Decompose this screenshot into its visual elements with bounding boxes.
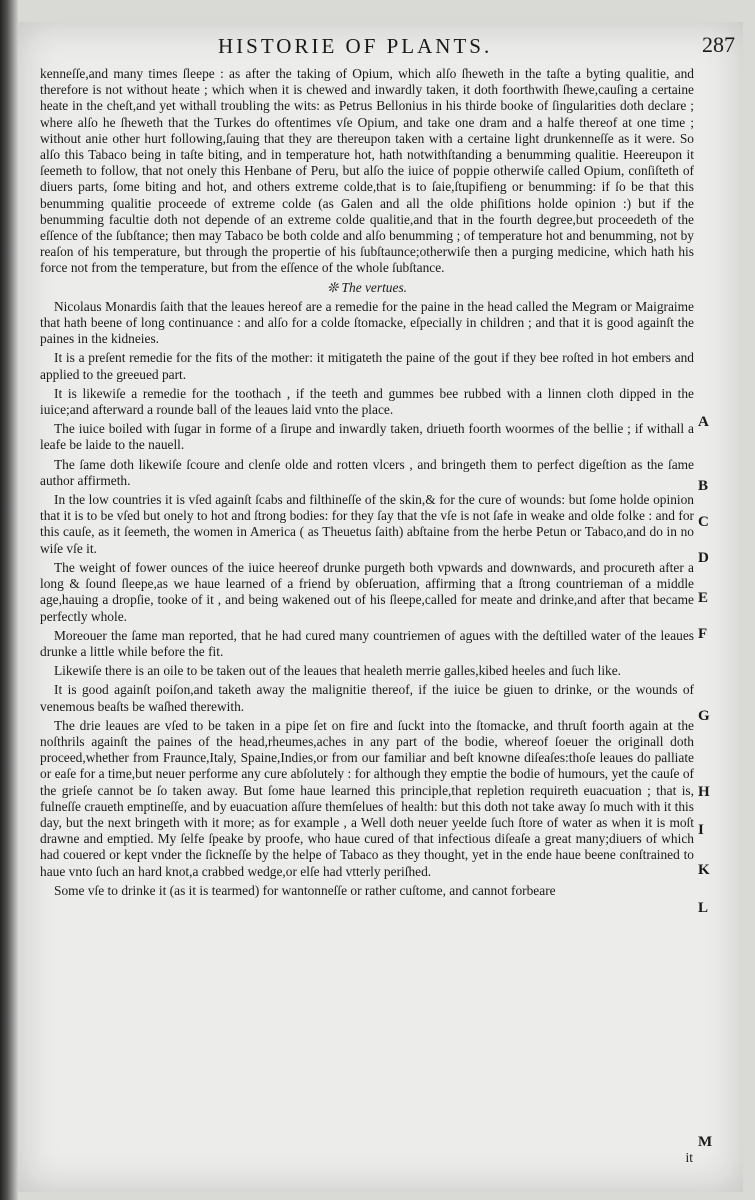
margin-letter-e: E <box>698 590 709 606</box>
paragraph-e: The ſame doth likewiſe ſcoure and clenſe olde and rotten vlcers , and bringeth them to perfect digeſtion as the ſame author affirmeth. <box>40 456 694 488</box>
paragraph-i: Likewiſe there is an oile to be taken out of the leaues that healeth merrie galles,kibed heeles and ſuch like. <box>54 663 622 679</box>
margin-letter-m: M <box>698 1134 713 1150</box>
paragraph-h: Moreouer the ſame man reported, that he had cured many countriemen of agues with the deſtilled water of the leaues drunke a little while before the fit. <box>40 627 694 659</box>
margin-letter-h: H <box>698 784 710 800</box>
margin-letter-c: C <box>698 514 709 530</box>
paragraph-g: The weight of fower ounces of the iuice heereof drunke purgeth both vpwards and downwards, and procureth after a long & ſound ſleepe,as we haue learned of a friend by obſeruation, affirming that a ſtrong countrieman of a middle age,hauing a dropſie, tooke of it , and being wakened out of his ſleepe,called for meate and drinke,and after that became perfectly whole. <box>40 559 694 624</box>
catchword: it <box>685 1150 693 1165</box>
paragraph-l: The drie leaues are vſed to be taken in a pipe ſet on fire and ſuckt into the ſtomacke, and thruſt foorth again at the noſthrils againſt the paines of the head,rheumes,aches in any part of the bodie, whereof ſoeuer the originall doth proceed,whether from Fraunce,Italy, Spaine,Indies,or from our familiar and beſt knowne diſeaſes:thoſe leaues do palliate or eaſe for a time,but neuer performe any cure abſolutely : for although they emptie the bodie of humours, yet the cauſe of the grieſe cannot be ſo taken away. But ſome haue learned this principle,that repletion requireth euacuation ; that is, fulneſſe craueth emptineſſe, and by euacuation aſſure themſelues of health: but this doth not take away ſo much with it this day, but the next bringeth with it more; as for example , a Well doth neuer yeelde ſuch ſtore of water as when it is moſt drawne and emptied. My ſelfe ſpeake by proofe, who haue cured of that infectious diſeaſe a great many;diuers of which had couered or kept vnder the ſickneſſe by the helpe of Tabaco as they thought, yet in the ende haue beene conſtrained to haue vnto ſuch an hard knot,a crabbed wedge,or elſe had vtterly periſhed. <box>40 717 694 879</box>
margin-letter-d: D <box>698 550 709 566</box>
book-page <box>18 22 743 1192</box>
running-head: HISTORIE OF PLANTS. <box>218 34 493 58</box>
paragraph-f: In the low countries it is vſed againſt ſcabs and filthineſſe of the skin,& for the cure of wounds: but ſome holde opinion that it is to be vſed but onely to hot and ſtrong bodies: for they ſay that the vſe is not ſafe in weake and olde folke : and for this cauſe, as it ſeemeth, the women in America ( as Theuetus ſaith) abſtaine from the herbe Petun or Tabaco,and do in no wiſe vſe it. <box>40 492 694 556</box>
paragraph-a: Nicolaus Monardis ſaith that the leaues hereof are a remedie for the paine in the head called the Megram or Maigraime that hath beene of long continuance : and alſo for a colde ſtomacke, eſpecially in children ; and that it is good againſt the paines in the kidneies. <box>40 298 694 347</box>
section-heading: ❊ The vertues. <box>326 279 408 295</box>
paragraph-d: The iuice boiled with ſugar in forme of a ſirupe and inwardly taken, driueth foorth woormes of the bellie ; if withall a leafe be laide to the nauell. <box>40 421 694 453</box>
margin-letter-g: G <box>698 708 710 724</box>
paragraph-c: It is likewiſe a remedie for the toothach , if the teeth and gummes bee rubbed with a linnen cloth dipped in the iuice;and afterward a rounde ball of the leaues laid vnto the place. <box>40 385 694 418</box>
margin-letter-l: L <box>698 900 709 916</box>
intro-paragraph: kenneſſe,and many times ſleepe : as after the taking of Opium, which alſo ſheweth in the taſte a byting qualitie, and therefore is not without heate ; which when it is chewed and inwardly taken, it doth foorthwith ſhewe,cauſing a certaine heate in the cheſt,and yet withall troubling the wits: as Petrus Bellonius in his thirde booke of ſingularities doth declare ; where alſo he ſheweth that the Turkes do oftentimes vſe Opium, and take one dram and a halfe thereof at one time ; without anie other hurt following,ſauing that they are thereupon taken with a certaine light drunkenneſſe as it were. So alſo this Tabaco being in taſte biting, and in temperature hot, hath notwithſtanding a benumming qualitie. Heereupon it ſeemeth to follow, that not onely this Henbane of Peru, but alſo the iuice of poppie otherwiſe called Opium, conſiſteth of diuers parts, ſome biting and hot, and others extreme colde,that is to ſaie,ſtupifieng or benumming: if ſo be that this benumming qualitie proceede of extreme colde (as Galen and all the olde phiſitions holde opinion :) but if the benumming facultie doth not depende of an extreme colde qualitie,and that in the fourth degree,but proceedeth of the eſſence of the ſubſtance; then may Tabaco be both colde and alſo benumming ; of temperature hot and benumming, not by reaſon of his temperature, but through the propertie of his ſubſtaunce;otherwiſe then a purging medicine, which hath his force not from the temperature, but from the eſſence of the whole ſubſtance. <box>40 66 694 276</box>
margin-letter-f: F <box>698 626 708 642</box>
margin-letter-k: K <box>698 862 710 878</box>
margin-letter-a: A <box>698 414 709 430</box>
paragraph-m: Some vſe to drinke it (as it is tearmed) for wantonneſſe or rather cuſtome, and cannot forbeare <box>54 882 556 898</box>
page-number: 287 <box>702 32 735 57</box>
body-text <box>40 66 694 902</box>
page-header <box>18 32 743 62</box>
book-gutter <box>0 0 18 1200</box>
margin-letter-i: I <box>698 822 704 838</box>
paragraph-b: It is a preſent remedie for the fits of the mother: it mitigateth the paine of the gout if they bee roſted in hot embers and applied to the greeued part. <box>40 350 694 382</box>
margin-letter-b: B <box>698 478 709 494</box>
paragraph-k: It is good againſt poiſon,and taketh away the malignitie thereof, if the iuice be giuen to drinke, or the wounds of venemous beaſts be waſhed therewith. <box>40 682 694 714</box>
